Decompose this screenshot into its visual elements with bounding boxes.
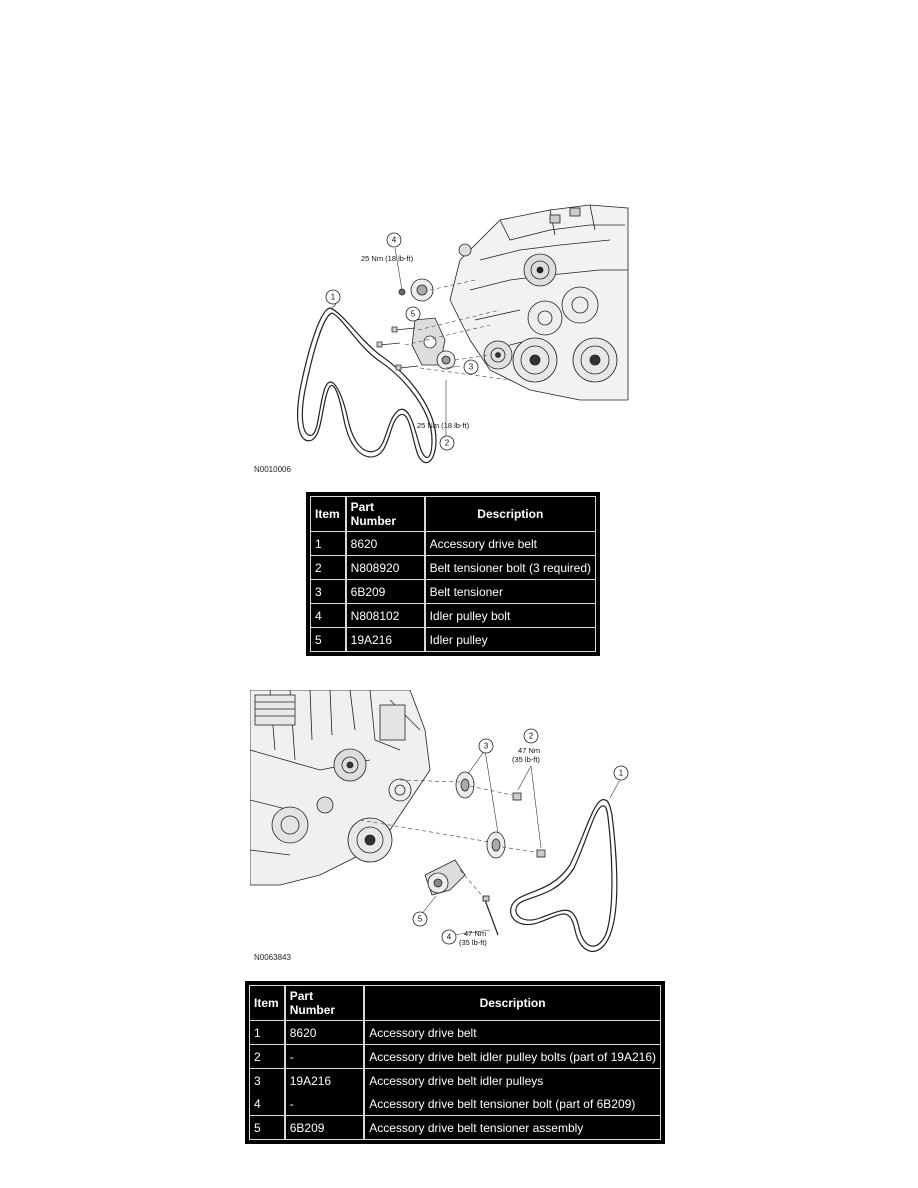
item-cell: 4 xyxy=(310,604,346,628)
callout-1-number: 1 xyxy=(330,292,336,302)
part-number-cell: 19A216 xyxy=(346,628,425,652)
torque-label-top: 25 Nm (18 lb-ft) xyxy=(361,254,414,263)
figure-1-illustration xyxy=(250,200,635,480)
parts-table-1 xyxy=(307,493,599,655)
idler-pulleys-2 xyxy=(456,772,545,858)
description-cell: Accessory drive belt tensioner bolt (part of 6B209) xyxy=(364,1092,661,1116)
torque-label-bottom-line1: 47 Nm xyxy=(464,929,487,938)
table-row xyxy=(249,1069,661,1092)
table-row xyxy=(310,604,596,628)
drive-belt-2 xyxy=(511,800,617,952)
table-row xyxy=(310,628,596,652)
table-header-row xyxy=(249,985,661,1021)
description-cell: Accessory drive belt xyxy=(364,1021,661,1045)
tensioner-1 xyxy=(412,318,455,369)
header-description: Description xyxy=(364,985,661,1021)
torque-label-top-line2: (35 lb-ft) xyxy=(512,755,540,764)
idler-pulley-1 xyxy=(399,279,433,301)
item-cell: 3 xyxy=(249,1069,285,1092)
engine-block-2 xyxy=(250,690,430,885)
description-cell: Accessory drive belt tensioner assembly xyxy=(364,1116,661,1140)
description-cell: Belt tensioner bolt (3 required) xyxy=(425,556,596,580)
part-number-cell: 19A216 xyxy=(285,1069,364,1092)
table-header-row xyxy=(310,496,596,532)
header-part-number: Part Number xyxy=(285,985,364,1021)
description-cell: Idler pulley xyxy=(425,628,596,652)
part-number-cell: 8620 xyxy=(285,1021,364,1045)
torque-label-bottom-line2: (35 lb-ft) xyxy=(459,938,487,947)
figure-1-code: N0010006 xyxy=(254,465,291,474)
description-cell: Accessory drive belt idler pulley bolts (part of 19A216) xyxy=(364,1045,661,1069)
callout-2-number: 2 xyxy=(528,731,534,741)
torque-label-bottom: 25 Nm (18 lb-ft) xyxy=(417,421,470,430)
header-item: Item xyxy=(310,496,346,532)
header-item: Item xyxy=(249,985,285,1021)
table-row xyxy=(249,1021,661,1045)
header-part-number: Part Number xyxy=(346,496,425,532)
item-cell: 2 xyxy=(310,556,346,580)
item-cell: 4 xyxy=(249,1092,285,1116)
table-row xyxy=(249,1045,661,1069)
table-row xyxy=(249,1092,661,1116)
callout-5-number: 5 xyxy=(417,914,423,924)
part-number-cell: - xyxy=(285,1045,364,1069)
part-number-cell: 8620 xyxy=(346,532,425,556)
figure-2-drawing xyxy=(250,690,640,965)
tensioner-2 xyxy=(425,860,498,935)
item-cell: 5 xyxy=(249,1116,285,1140)
item-cell: 1 xyxy=(310,532,346,556)
callout-1-number: 1 xyxy=(618,768,624,778)
callout-3-number: 3 xyxy=(468,362,474,372)
figure-2-illustration xyxy=(250,690,640,965)
part-number-cell: - xyxy=(285,1092,364,1116)
callout-3-number: 3 xyxy=(483,741,489,751)
description-cell: Idler pulley bolt xyxy=(425,604,596,628)
part-number-cell: N808102 xyxy=(346,604,425,628)
callout-4-number: 4 xyxy=(391,235,397,245)
item-cell: 3 xyxy=(310,580,346,604)
figure-2-code: N0063843 xyxy=(254,953,291,962)
item-cell: 1 xyxy=(249,1021,285,1045)
callout-2-number: 2 xyxy=(444,438,450,448)
description-cell: Accessory drive belt xyxy=(425,532,596,556)
table-row xyxy=(310,580,596,604)
callout-5-number: 5 xyxy=(410,309,416,319)
table-row xyxy=(310,556,596,580)
parts-table-2 xyxy=(246,982,664,1143)
item-cell: 5 xyxy=(310,628,346,652)
table-row xyxy=(249,1116,661,1140)
part-number-cell: 6B209 xyxy=(346,580,425,604)
item-cell: 2 xyxy=(249,1045,285,1069)
figure-1-drawing xyxy=(250,200,635,480)
part-number-cell: N808920 xyxy=(346,556,425,580)
table-row xyxy=(310,532,596,556)
description-cell: Belt tensioner xyxy=(425,580,596,604)
torque-label-top-line1: 47 Nm xyxy=(518,746,541,755)
part-number-cell: 6B209 xyxy=(285,1116,364,1140)
description-cell: Accessory drive belt idler pulleys xyxy=(364,1069,661,1092)
header-description: Description xyxy=(425,496,596,532)
callout-4-number: 4 xyxy=(446,932,452,942)
